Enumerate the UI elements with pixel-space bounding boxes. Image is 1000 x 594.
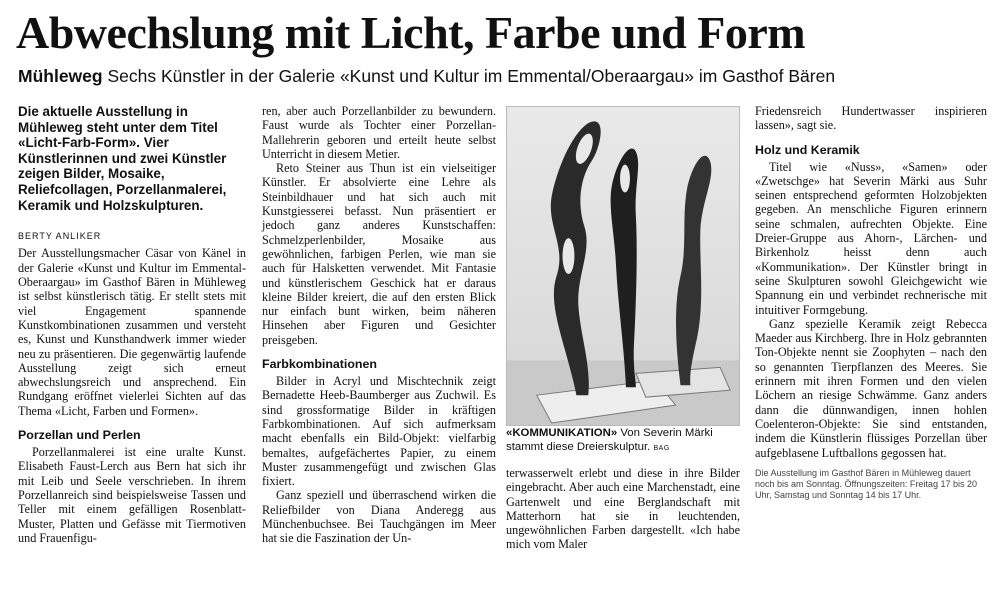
body-paragraph: Porzellanmalerei ist eine uralte Kunst. Elisabeth Faust-Lerch aus Bern hat sich ihr mit Leib und Seele verschrieben. In ihrem Porzellanreich sind beispielsweise Tassen und Teller mit einem gefälligen Rosenblatt-Muster, Platten und Gefässe mit Tiermotiven und Frauenfigu-: [18, 445, 246, 545]
subline: [18, 64, 993, 88]
caption-kicker: «KOMMUNIKATION»: [506, 427, 618, 439]
body-paragraph: Friedensreich Hundertwasser inspirieren lassen», sagt sie.: [755, 104, 987, 133]
exhibition-info: Die Ausstellung im Gasthof Bären in Mühleweg dauert noch bis am Sonntag. Öffnungszeiten: Freitag 17 bis 20 Uhr, Samstag und Sonntag 14 bis 17 Uhr.: [755, 467, 977, 500]
lead-paragraph: Die aktuelle Ausstellung in Mühleweg steht unter dem Titel «Licht-Farb-Form». Vier Künstlerinnen und zwei Künstler zeigen Bilder, Mosaike, Reliefcollagen, Porzellanmalerei, Keramik und Holzskulpturen.: [18, 104, 227, 213]
body-paragraph: Titel wie «Nuss», «Samen» oder «Zwetschge» hat Severin Märki aus Suhr seinen entsprechend geformten Holzobjekten gegeben. An menschliche Figuren erinnern seine schmalen, aufrechten Objekte. Eine Dreier-Gruppe aus Ahorn-, Lärchen- und Birkenholz heisst denn auch «Kommunikation». Der Künstler bringt in seine Skulpturen sowohl Gleichgewicht wie Spannung ein und verbindet rechnerische mit intuitiver Formgebung.: [755, 159, 987, 317]
body-paragraph: Ganz spezielle Keramik zeigt Rebecca Maeder aus Kirchberg. Ihre in Holz gebrannten Ton-Objekte nennt sie Zoophyten – nach den so genannten Tierpflanzen des Meeres. Sie erinnern mit ihren Formen und den vielen Löchern an riesige Schwämme. Ganz anders dann die dünnwandigen, innen hohlen Coelenteron-Objekte: Sie sind entstanden, indem die Künstlerin flüssiges Porzellan über aufgeblasene Luftballons gegossen hat.: [755, 316, 987, 460]
sculpture-photo: [506, 106, 740, 426]
column-3: [506, 104, 740, 552]
body-paragraph: terwasserwelt erlebt und diese in ihre Bilder eingebracht. Aber auch eine Marchenstadt, eine Gartenwelt und eine Berglandschaft mit Matterhorn hat sie in leuchtenden, ungewöhnlichen Farben dargestellt. «Ich habe mich vom Maler: [506, 466, 740, 552]
column-1: [18, 104, 246, 545]
column-4: [755, 104, 987, 501]
body-paragraph: ren, aber auch Porzellanbilder zu bewundern. Faust wurde als Tochter einer Porzellan-Mallehrerin geboren und erteilt heute selbst Unterricht in diesem Metier.: [262, 104, 496, 161]
subline-text: Sechs Künstler in der Galerie «Kunst und Kultur im Emmental/Oberaargau» im Gasthof Bären: [107, 66, 836, 86]
column-2: [262, 104, 496, 546]
photo-credit: BAG: [653, 445, 670, 452]
subline-kicker: Mühleweg: [18, 66, 103, 86]
headline: Abwechslung mit Licht, Farbe und Form: [16, 7, 806, 58]
sculpture-hole: [563, 238, 575, 274]
subheading-porzellan: Porzellan und Perlen: [18, 428, 141, 443]
body-paragraph: Bilder in Acryl und Mischtechnik zeigt Bernadette Heeb-Baumberger aus Zuchwil. Es sind grossformatige Bilder in kräftigen Farbkombinationen. Auf sich aufmerksam macht ebenfalls ein Bild-Objekt: vielfarbig bemaltes, aufgefächertes Papier, zu einem Muster zusammengefügt und zwischen Glas fixiert.: [262, 374, 496, 489]
body-paragraph: Der Ausstellungsmacher Cäsar von Känel in der Galerie «Kunst und Kultur im Emmental-Oberaargau» im Gasthof Bären in Mühleweg ist selbst künstlerisch tätig. Er stellt stets mit viel Engagement spannende Kunstkombinationen zusammen und versteht es, Kunst und Kunsthandwerk immer wieder neu zu präsentieren. Die gegenwärtig laufende Ausstellung zeigt sich erneut abwechslungsreich und ansprechend. Ein Rundgang eröffnet vielerlei Sichten auf das Thema «Licht, Farben und Formen».: [18, 246, 246, 418]
caption-text: Von Severin Märki stammt diese Dreierskulptur.: [506, 427, 713, 453]
byline: BERTY ANLIKER: [18, 231, 102, 242]
body-paragraph: Ganz speziell und überraschend wirken die Reliefbilder von Diana Anderegg aus Münchenbuchsee. Bei Tauchgängen im Meer hat sie die Faszination der Un-: [262, 488, 496, 546]
photo-caption: [506, 426, 740, 456]
subheading-holz-keramik: Holz und Keramik: [755, 142, 860, 157]
sculpture-hole: [620, 165, 630, 193]
subheading-farbkombinationen: Farbkombinationen: [262, 357, 377, 372]
body-paragraph: Reto Steiner aus Thun ist ein vielseitiger Künstler. Er absolvierte eine Lehre als Steinbildhauer und hat sich auch mit Kunstgiesserei befasst. Nun präsentiert er jedoch ganz anderes Kunstschaffen: Schmelzperlenbilder, Mosaike aus gewöhnlichen, farbigen Perlen, wie man sie auch für Halsketten verwendet. Mit Fantasie und künstlerischem Geschick hat er daraus kleine Bilder kreiert, die auf den ersten Blick nur einfach bunt wirken, beim näheren Hinsehen aber Figuren und Gesichter preisgeben.: [262, 161, 496, 347]
